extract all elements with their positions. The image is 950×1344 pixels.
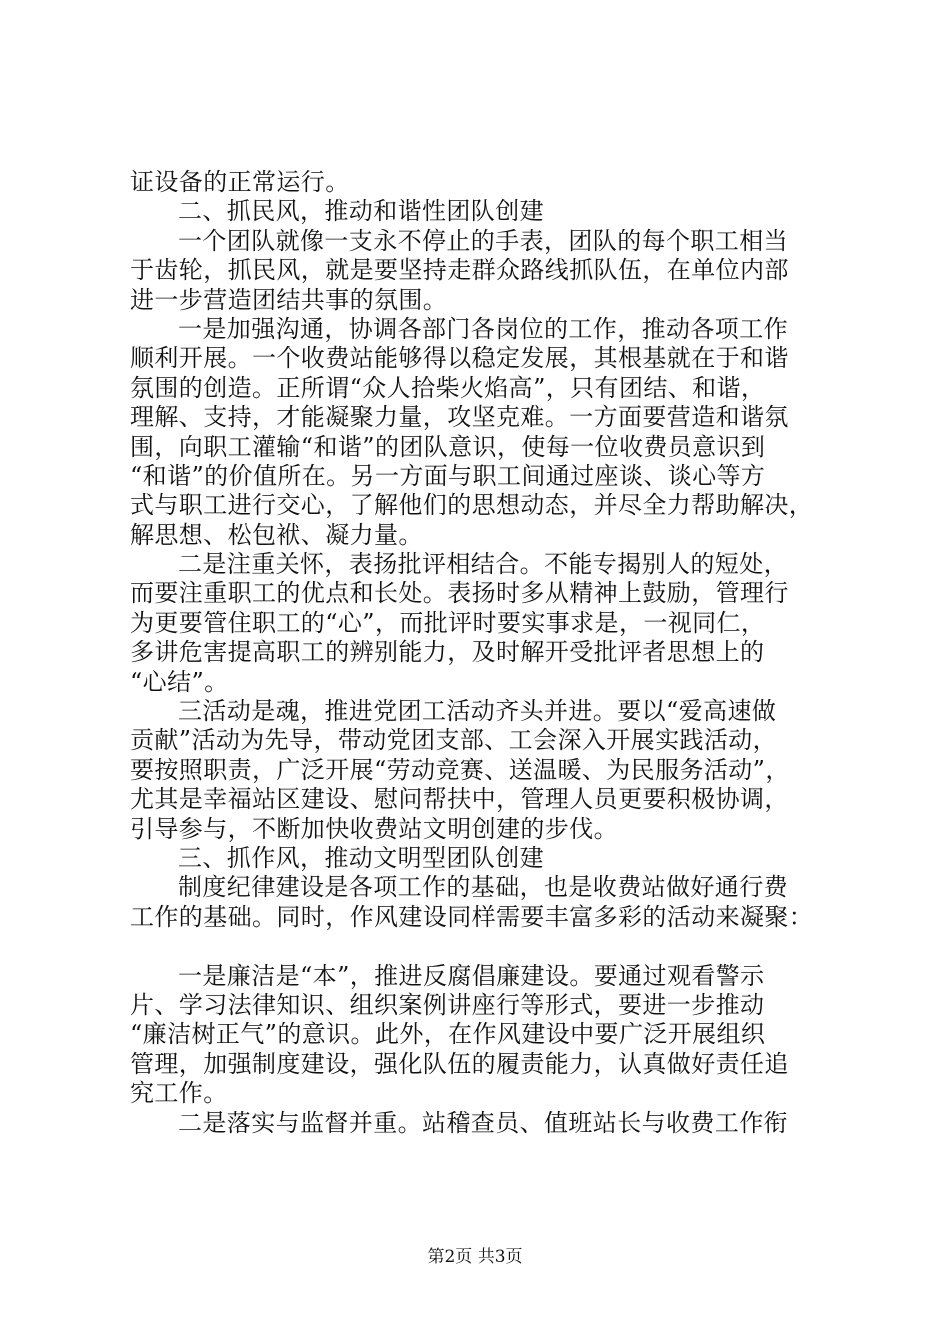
blank-line	[130, 932, 830, 961]
text-line: 二、抓民风，推动和谐性团队创建	[178, 197, 544, 226]
text-line: 一个团队就像一支永不停止的手表，团队的每个职工相当	[178, 226, 788, 255]
text-line: 围，向职工灌输“和谐”的团队意识，使每一位收费员意识到	[130, 432, 766, 461]
text-line: 二是注重关怀，表扬批评相结合。不能专揭别人的短处，	[178, 550, 788, 579]
text-line: 二是落实与监督并重。站稽查员、值班站长与收费工作衔	[178, 1108, 788, 1137]
text-line: 解思想、松包袱、凝力量。	[130, 520, 423, 549]
page-footer: 第2页 共3页	[427, 1247, 523, 1267]
text-line: 一是加强沟通，协调各部门各岗位的工作，推动各项工作	[178, 314, 788, 343]
text-line: 三活动是魂，推进党团工活动齐头并进。要以“爱高速做	[178, 697, 777, 726]
text-line: 进一步营造团结共事的氛围。	[130, 285, 448, 314]
text-line: 三、抓作风，推动文明型团队创建	[178, 843, 544, 872]
text-line: 尤其是幸福站区建设、慰问帮扶中，管理人员更要积极协调，	[130, 785, 789, 814]
text-line: “和谐”的价值所在。另一方面与职工间通过座谈、谈心等方	[130, 461, 766, 490]
text-line: 证设备的正常运行。	[130, 168, 350, 196]
text-line: 要按照职责，广泛开展“劳动竞赛、送温暖、为民服务活动”，	[130, 755, 790, 784]
text-line: 氛围的创造。正所谓“众人拾柴火焰高”，只有团结、和谐，	[130, 373, 766, 402]
text-line: 究工作。	[130, 1079, 228, 1108]
text-line: 为更要管住职工的“心”，而批评时要实事求是，一视同仁，	[130, 608, 766, 637]
text-line: 顺利开展。一个收费站能够得以稳定发展，其根基就在于和谐	[130, 344, 789, 373]
text-line: 于齿轮，抓民风，就是要坚持走群众路线抓队伍，在单位内部	[130, 256, 789, 285]
text-line: 贡献”活动为先导，带动党团支部、工会深入开展实践活动，	[130, 726, 778, 755]
text-line: 而要注重职工的优点和长处。表扬时多从精神上鼓励，管理行	[130, 579, 789, 608]
text-line: “廉洁树正气”的意识。此外，在作风建设中要广泛开展组织	[130, 1020, 766, 1049]
text-line: “心结”。	[130, 667, 229, 696]
text-line: 管理，加强制度建设，强化队伍的履责能力，认真做好责任追	[130, 1049, 789, 1078]
text-line: 式与职工进行交心，了解他们的思想动态，并尽全力帮助解决，	[130, 491, 814, 520]
text-line: 工作的基础。同时，作风建设同样需要丰富多彩的活动来凝聚：	[130, 902, 814, 931]
body-text	[130, 168, 830, 1138]
text-line: 一是廉洁是“本”，推进反腐倡廉建设。要通过观看警示	[178, 961, 765, 990]
text-line: 引导参与，不断加快收费站文明创建的步伐。	[130, 814, 618, 843]
text-line: 制度纪律建设是各项工作的基础，也是收费站做好通行费	[178, 873, 788, 902]
text-line: 多讲危害提高职工的辨别能力，及时解开受批评者思想上的	[130, 638, 765, 667]
text-line: 理解、支持，才能凝聚力量，攻坚克难。一方面要营造和谐氛	[130, 403, 789, 432]
text-line: 片、学习法律知识、组织案例讲座行等形式，要进一步推动	[130, 990, 765, 1019]
